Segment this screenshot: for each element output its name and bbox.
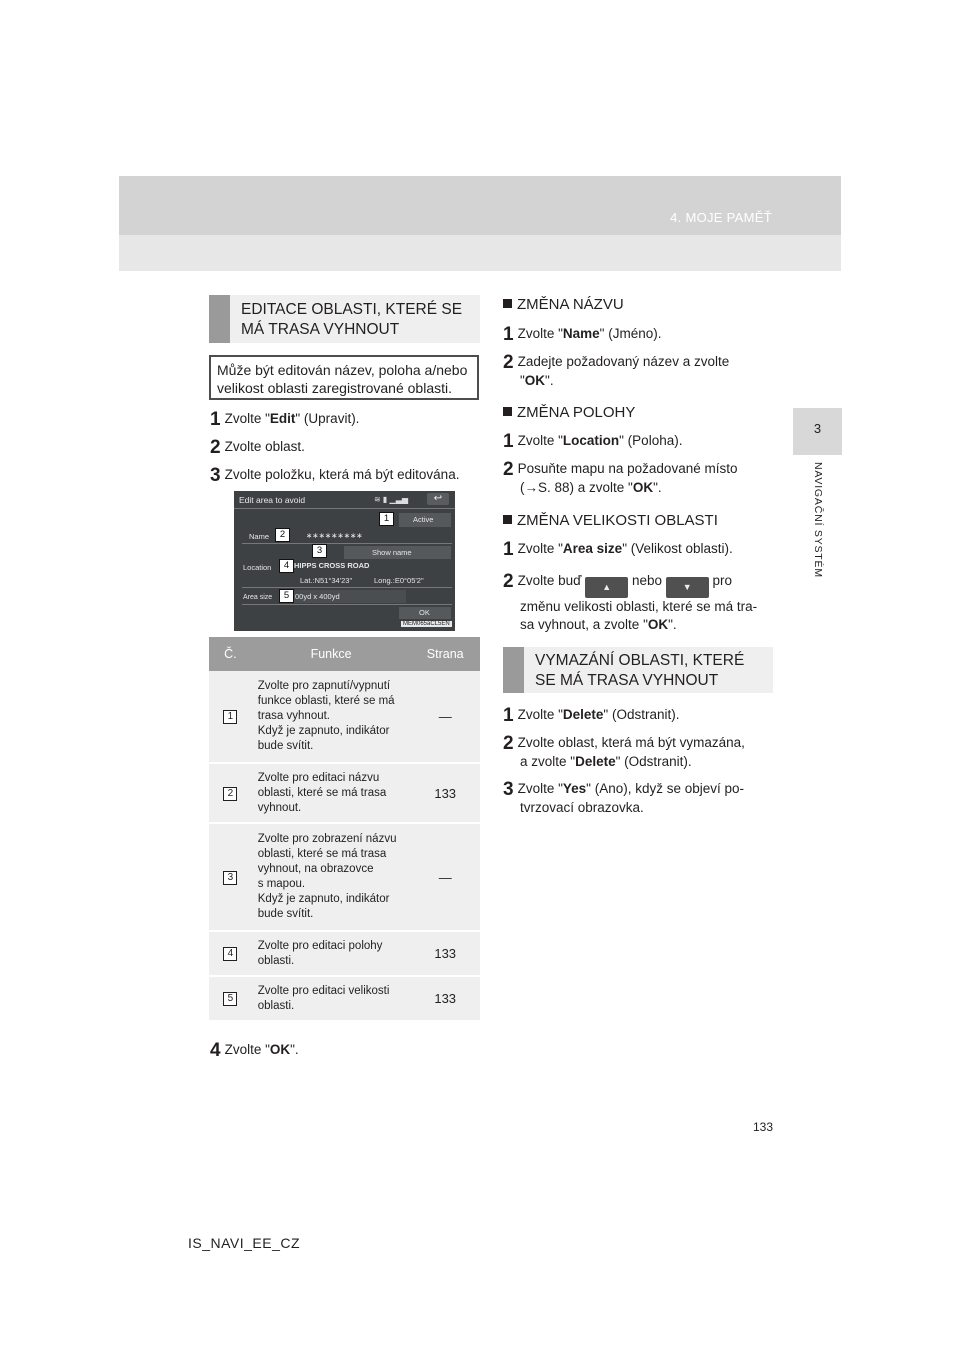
document-id: IS_NAVI_EE_CZ <box>188 1235 301 1251</box>
table-row <box>209 823 480 931</box>
figure-code: MEM065aCL5EN <box>403 621 450 627</box>
area-size-field[interactable]: 00yd x 400yd <box>292 590 406 603</box>
row-page: — <box>410 823 480 931</box>
callout-2: 2 <box>275 528 290 542</box>
section-heading-edit <box>209 295 480 343</box>
size-step-2: 2 Zvolte buď ▲ nebo ▼ pro změnu velikosti oblasti, které se má tra- sa vyhnout, a zvolte "OK". <box>503 571 758 632</box>
ok-label: OK <box>269 1042 291 1057</box>
side-tab-label: NAVIGAČNÍ SYSTÉM <box>812 462 824 578</box>
name-step-2: 2 Zadejte požadovaný název a zvolte "OK". <box>503 352 730 388</box>
row-number: 4 <box>223 947 237 961</box>
edit-label: Edit <box>269 411 296 426</box>
location-step-2: 2 Posuňte mapu na požadované místo (→S. 88) a zvolte "OK". <box>503 459 738 495</box>
row-number: 3 <box>223 871 237 885</box>
show-name-button[interactable]: Show name <box>344 546 451 559</box>
callout-3: 3 <box>312 544 327 558</box>
intro-line1: Může být editován název, poloha a/nebo <box>217 362 468 378</box>
location-step-1: 1 Zvolte "Location" (Poloha). <box>503 431 683 452</box>
screen-title: Edit area to avoid <box>239 495 306 505</box>
area-size-label: Area size <box>243 594 273 601</box>
side-tab-number: 3 <box>813 421 822 436</box>
table-header-page: Strana <box>410 637 480 671</box>
subheading-area-size: ZMĚNA VELIKOSTI OBLASTI <box>503 512 718 529</box>
chapter-title: 4. MOJE PAMĚŤ <box>670 210 772 225</box>
chevron-down-icon: ▼ <box>666 577 709 598</box>
header-bar <box>119 176 841 235</box>
section-heading-line1: EDITACE OBLASTI, KTERÉ SE <box>241 301 463 318</box>
table-header-no: Č. <box>209 637 252 671</box>
delete-step-2: 2 Zvolte oblast, která má být vymazána, a zvolte "Delete" (Odstranit). <box>503 733 745 769</box>
name-step-1: 1 Zvolte "Name" (Jméno). <box>503 324 662 345</box>
callout-1: 1 <box>379 512 394 526</box>
section-heading-bar <box>209 295 230 343</box>
chevron-up-icon: ▲ <box>585 577 628 598</box>
longitude: Long.:E0°05'2" <box>374 576 424 585</box>
row-function: Zvolte pro zapnutí/vypnutí funkce oblasti, které se má trasa vyhnout. Když je zapnuto, indikátor bude svítit. <box>252 671 411 763</box>
table-row <box>209 763 480 823</box>
name-label: Name <box>249 532 270 541</box>
section-heading-line1: VYMAZÁNÍ OBLASTI, KTERÉ <box>535 652 745 669</box>
row-number: 1 <box>223 710 237 724</box>
delete-step-3: 3 Zvolte "Yes" (Ano), když se objeví po- tvrzovací obrazovka. <box>503 779 745 815</box>
active-button[interactable]: Active <box>399 513 451 527</box>
section-heading-line2: MÁ TRASA VYHNOUT <box>241 321 400 338</box>
page-number: 133 <box>753 1120 774 1134</box>
callout-4: 4 <box>279 559 294 573</box>
intro-box <box>209 355 479 400</box>
table-row <box>209 931 480 976</box>
section-heading-bar <box>503 647 524 693</box>
section-heading-line2: SE MÁ TRASA VYHNOUT <box>535 672 719 689</box>
step-1: 1 Zvolte "Edit" (Upravit). <box>210 409 360 430</box>
row-number: 2 <box>223 787 237 801</box>
row-function: Zvolte pro editaci názvu oblasti, které se má trasa vyhnout. <box>252 763 411 823</box>
ok-button[interactable]: OK <box>399 607 451 619</box>
subheading-name: ZMĚNA NÁZVU <box>503 296 624 313</box>
row-page: 133 <box>410 976 480 1021</box>
location-value: HIPPS CROSS ROAD <box>294 561 370 570</box>
row-page: 133 <box>410 763 480 823</box>
device-screen <box>234 491 455 631</box>
step-2: 2 Zvolte oblast. <box>210 437 305 458</box>
step-3: 3 Zvolte položku, která má být editována. <box>210 465 460 486</box>
status-icons: ≋ ▮ ▁▃▅ <box>374 495 409 504</box>
size-step-1: 1 Zvolte "Area size" (Velikost oblasti). <box>503 539 733 560</box>
intro-line2: velikost oblasti zaregistrované oblasti. <box>217 380 453 396</box>
square-bullet-icon <box>503 407 512 416</box>
table-header-function: Funkce <box>252 637 411 671</box>
row-function: Zvolte pro editaci polohy oblasti. <box>252 931 411 976</box>
name-value: ∗∗∗∗∗∗∗∗∗ <box>306 531 363 540</box>
function-table <box>209 637 480 1022</box>
back-icon[interactable]: ↩ <box>427 493 449 505</box>
step-4: 4 Zvolte "OK". <box>210 1040 299 1061</box>
row-function: Zvolte pro zobrazení názvu oblasti, které se má trasa vyhnout, na obrazovce s mapou. Když je zapnuto, indikátor bude svítit. <box>252 823 411 931</box>
section-heading-delete <box>503 647 773 693</box>
location-label: Location <box>243 563 272 572</box>
square-bullet-icon <box>503 299 512 308</box>
table-row <box>209 976 480 1021</box>
row-page: 133 <box>410 931 480 976</box>
latitude: Lat.:N51°34'23" <box>300 576 353 585</box>
row-page: — <box>410 671 480 763</box>
subheading-location: ZMĚNA POLOHY <box>503 404 635 421</box>
delete-step-1: 1 Zvolte "Delete" (Odstranit). <box>503 705 680 726</box>
callout-5: 5 <box>279 589 294 603</box>
row-number: 5 <box>223 992 237 1006</box>
row-function: Zvolte pro editaci velikosti oblasti. <box>252 976 411 1021</box>
table-row <box>209 671 480 763</box>
square-bullet-icon <box>503 515 512 524</box>
